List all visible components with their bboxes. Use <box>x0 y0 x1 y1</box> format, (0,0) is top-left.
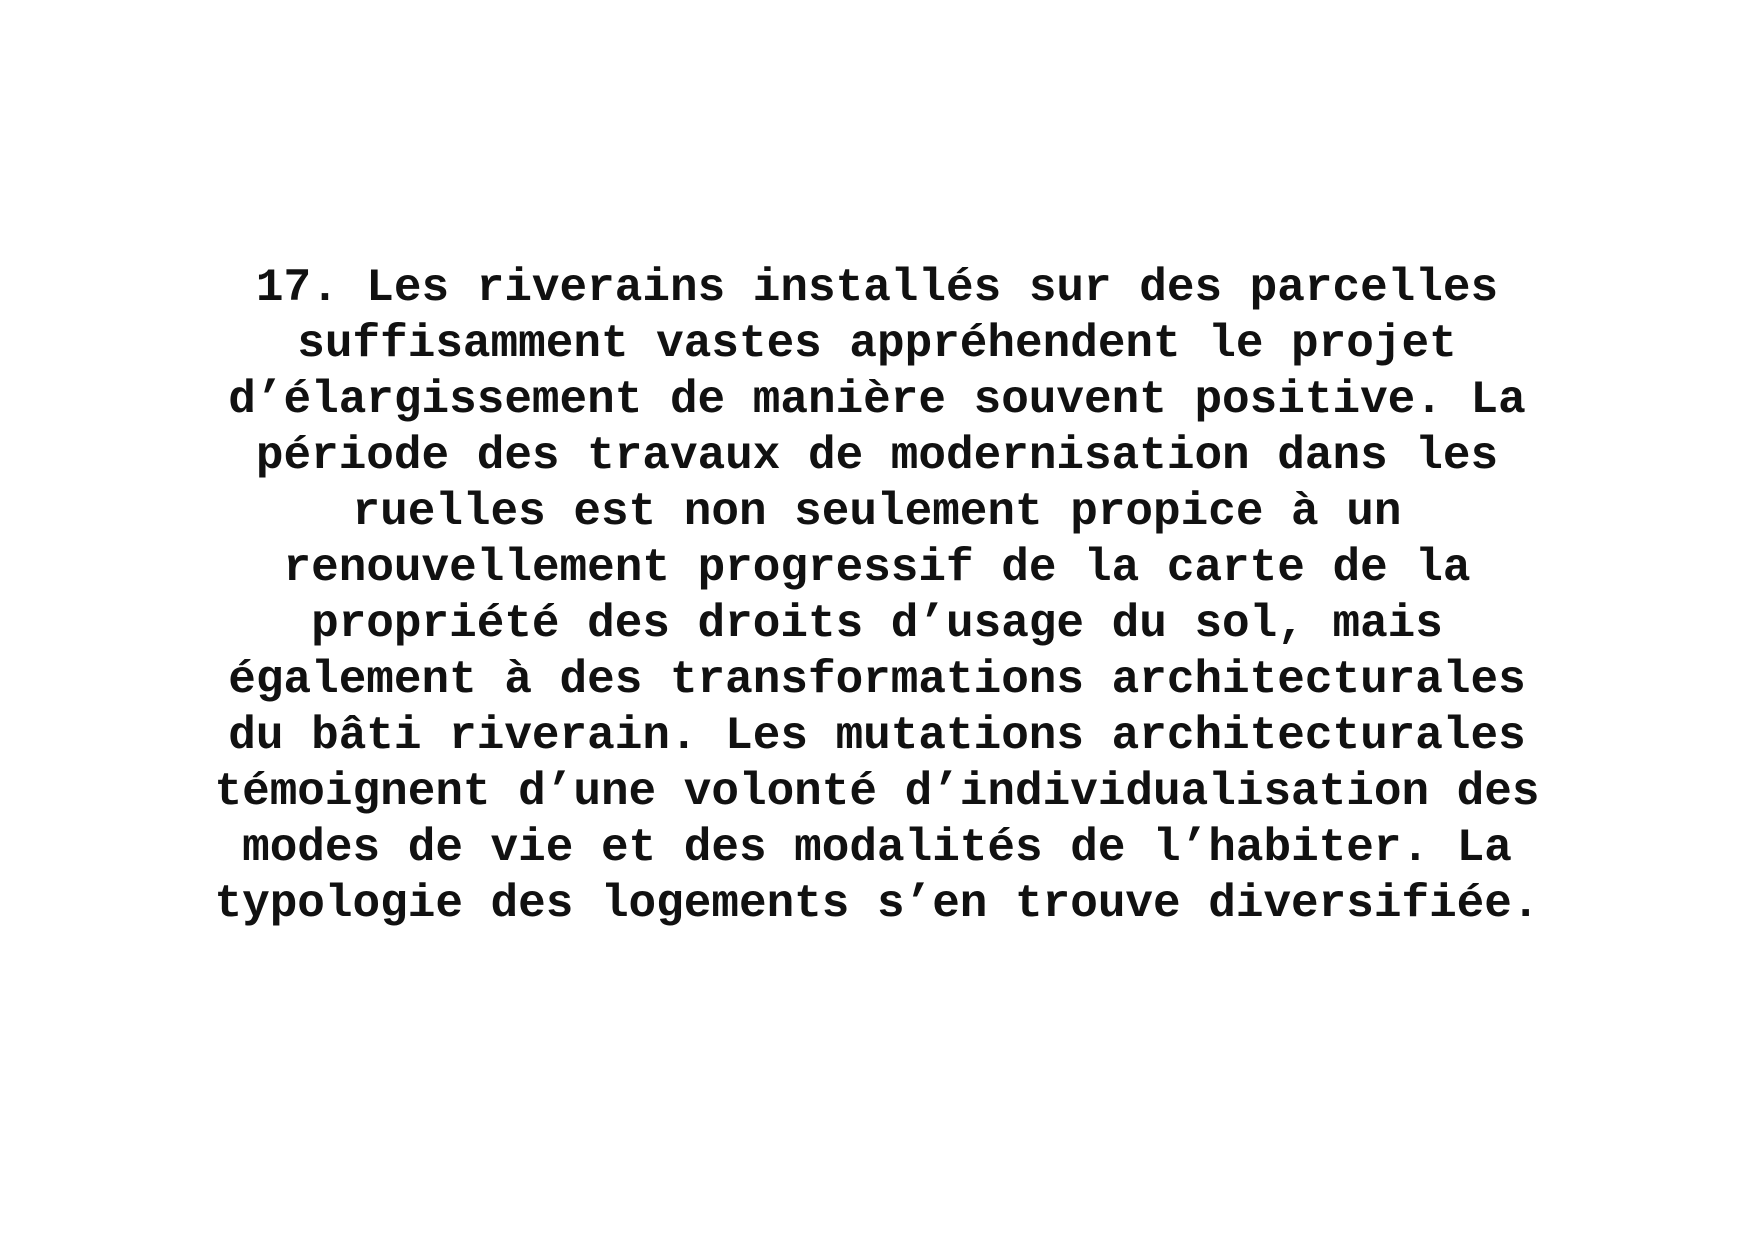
paragraph-line: d’élargissement de manière souvent positive. La <box>228 374 1526 426</box>
paragraph-line: période des travaux de modernisation dans les <box>255 430 1499 482</box>
paragraph-line: témoignent d’une volonté d’individualisation des <box>214 766 1540 818</box>
paragraph-line: 17. Les riverains installés sur des parcelles <box>255 262 1499 314</box>
paragraph-line: modes de vie et des modalités de l’habiter. La <box>242 822 1512 874</box>
paragraph-line: typologie des logements s’en trouve diversifiée. <box>214 878 1540 930</box>
paragraph-line: du bâti riverain. Les mutations architecturales <box>228 710 1526 762</box>
paragraph-line: renouvellement progressif de la carte de la <box>283 542 1471 594</box>
paragraph-17 <box>100 260 1654 932</box>
paragraph-line: propriété des droits d’usage du sol, mais <box>311 598 1443 650</box>
paragraph-line: également à des transformations architecturales <box>228 654 1526 706</box>
paragraph-line: ruelles est non seulement propice à un <box>352 486 1402 538</box>
paragraph-line: suffisamment vastes appréhendent le projet <box>297 318 1457 370</box>
